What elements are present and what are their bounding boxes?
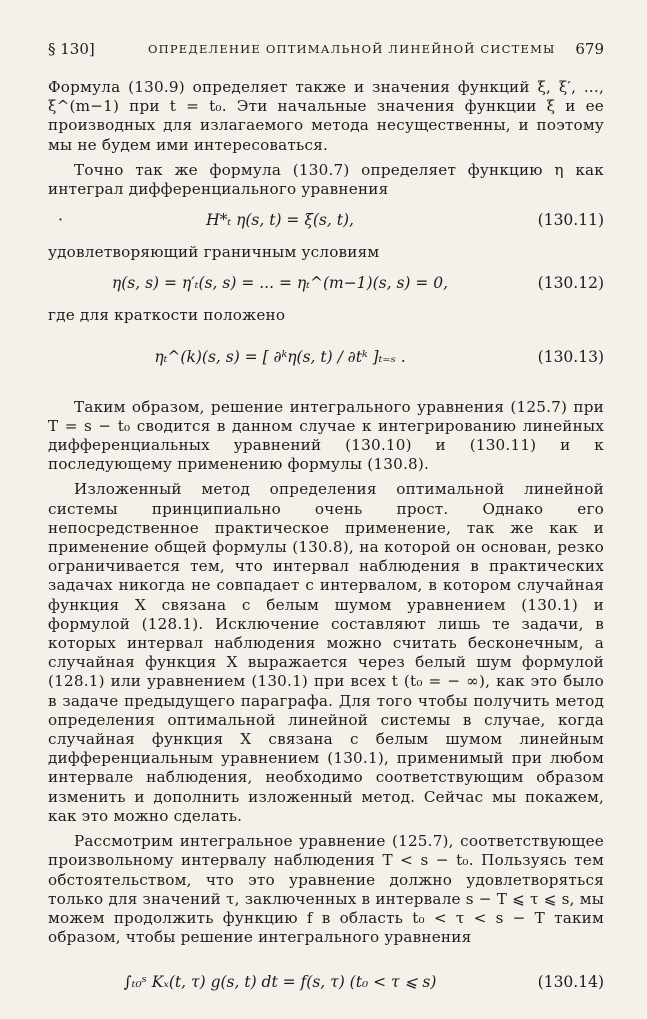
paragraph-5: Таким образом, решение интегрального уравнения (125.7) при T = s − t₀ сводится в данном случае к интегрированию линейных дифференциальных уравнений (130.10) и (130.11) и к последующему применению формулы (130.8). bbox=[48, 397, 604, 474]
equation-formula: ∫ₜ₀ˢ Kₓ(t, τ) g(s, t) dt = f(s, τ) (t₀ < τ ⩽ s) bbox=[123, 973, 437, 992]
section-number: § 130] bbox=[48, 40, 95, 58]
equation-number: (130.13) bbox=[537, 347, 604, 366]
paragraph-4: где для краткости положено bbox=[48, 306, 286, 325]
stray-mark: · bbox=[58, 211, 63, 230]
equation-number: (130.11) bbox=[537, 211, 604, 230]
equation-formula: ηₜ^(k)(s, s) = [ ∂ᵏη(s, t) / ∂tᵏ ]ₜ₌ₛ . bbox=[154, 347, 406, 366]
equation-130-12 bbox=[48, 262, 604, 306]
running-header bbox=[48, 36, 604, 64]
equation-130-11 bbox=[48, 199, 604, 243]
running-title: ОПРЕДЕЛЕНИЕ ОПТИМАЛЬНОЙ ЛИНЕЙНОЙ СИСТЕМЫ bbox=[148, 42, 556, 56]
equation-formula: η(s, s) = η′ₜ(s, s) = ... = ηₜ^(m−1)(s, s) = 0, bbox=[111, 274, 449, 293]
equation-formula: H*ₜ η(s, t) = ξ(s, t), bbox=[206, 211, 354, 230]
equation-number: (130.14) bbox=[537, 973, 604, 992]
paragraph-3: удовлетворяющий граничным условиям bbox=[48, 243, 380, 262]
paragraph-1: Формула (130.9) определяет также и значения функций ξ, ξ′, ..., ξ^(m−1) при t = t₀. Эти начальные значения функции ξ и ее производных для излагаемого метода несущественны, и поэтому мы не будем ими интересоваться. bbox=[48, 78, 604, 154]
equation-130-14 bbox=[48, 947, 604, 1019]
page-number: 679 bbox=[575, 40, 604, 58]
paragraph-6: Изложенный метод определения оптимальной линейной системы принципиально очень прост. Однако его непосредственное практическое применение, так же как и применение общей формулы (130.8), на которой он основан, резко ограничивается тем, что интервал наблюдения в практических задачах никогда не совпадает с интервалом, в котором случайная функция X связана с белым шумом уравнением (130.1) и формулой (128.1). Исключение составляют лишь те задачи, в которых интервал наблюдения можно считать бесконечным, а случайная функция X выражается через белый шум формулой (128.1) или уравнением (130.1) при всех t (t₀ = − ∞), как это было в задаче предыдущего параграфа. Для того чтобы получить метод определения оптимальной линейной системы в случае, когда случайная функция X связана с белым шумом линейным дифференциальным уравнением (130.1), применимый при любом интервале наблюдения, необходимо соответствующим образом изменить и дополнить изложенный метод. Сейчас мы покажем, как это можно сделать. bbox=[48, 480, 604, 825]
paragraph-2: Точно так же формула (130.7) определяет функцию η как интеграл дифференциального уравнения bbox=[48, 160, 604, 199]
page bbox=[48, 36, 604, 1019]
equation-130-13 bbox=[48, 326, 604, 388]
paragraph-7: Рассмотрим интегральное уравнение (125.7), соответствующее произвольному интервалу наблюдения T < s − t₀. Пользуясь тем обстоятельством, что это уравнение должно удовлетворяться только для значений τ, заключенных в интервале s − T ⩽ τ ⩽ s, мы можем продолжить функцию f в область t₀ < τ < s − T таким образом, чтобы решение интегрального уравнения bbox=[48, 832, 605, 947]
equation-number: (130.12) bbox=[537, 274, 604, 293]
